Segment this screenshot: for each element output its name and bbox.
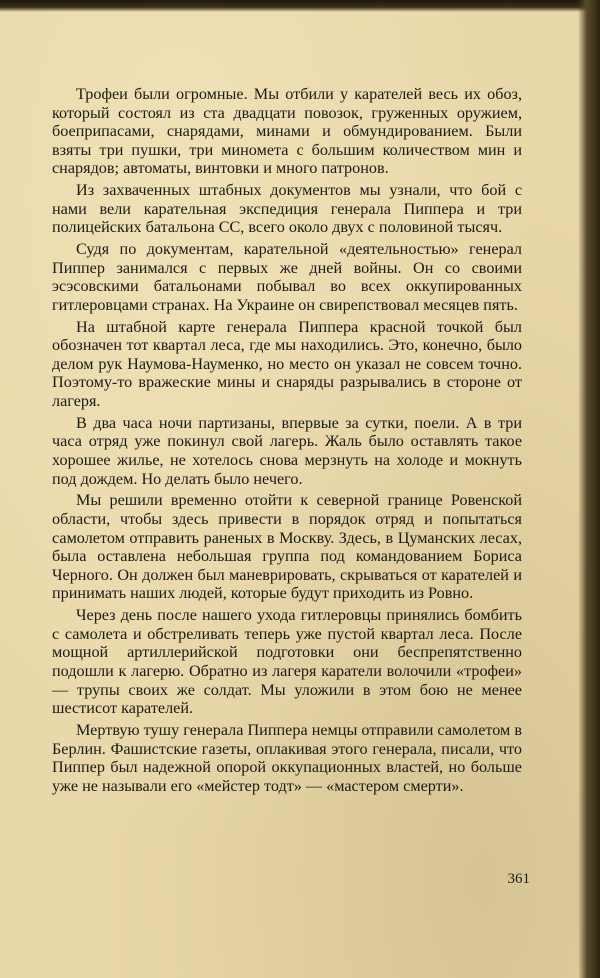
page-number: 361	[507, 871, 530, 887]
paragraph: В два часа ночи партизаны, впервые за сутки, поели. А в три часа отряд уже покинул свой лагерь. Жаль было оставлять такое хорошее жилье, не хотелось снова мерзнуть на холоде и мокнуть под дождем. Но делать было нечего.	[52, 413, 522, 488]
paragraph: На штабной карте генерала Пиппера красной точкой был обозначен тот квартал леса, где мы находились. Это, конечно, было делом рук Наумова-Науменко, но место он указал не совсем точно. Поэтому-то вражеские мины и снаряды разрывались в стороне от лагеря.	[52, 317, 522, 411]
paragraph: Мы решили временно отойти к северной границе Ровенской области, чтобы здесь привести в порядок отряд и попытаться самолетом отправить раненых в Москву. Здесь, в Цуманских лесах, была оставлена небольшая группа под командованием Бориса Черного. Он должен был маневрировать, скрываться от карателей и принимать наших людей, которые будут приходить из Ровно.	[52, 491, 522, 603]
paragraph: Судя по документам, карательной «деятельностью» генерал Пиппер занимался с первых же дней войны. Он со своими эсэсовскими батальонами побывал во всех оккупированных гитлеровцами странах. На Украине он свирепствовал месяцев пять.	[52, 240, 522, 314]
page-body	[52, 85, 522, 798]
page-right-edge	[578, 0, 600, 978]
paragraph: Из захваченных штабных документов мы узнали, что бой с нами вели карательная экспедиция генерала Пиппера и три полицейских батальона СС, всего около двух с половиной тысяч.	[52, 181, 522, 237]
page-top-shadow	[0, 0, 600, 12]
paragraph: Через день после нашего ухода гитлеровцы принялись бомбить с самолета и обстреливать теперь уже пустой квартал леса. После мощной артиллерийской подготовки они беспрепятственно подошли к лагерю. Обратно из лагеря каратели волочили «трофеи» — трупы своих же солдат. Мы уложили в этом бою не менее шестисот карателей.	[52, 606, 522, 718]
paragraph: Трофеи были огромные. Мы отбили у карателей весь их обоз, который состоял из ста двадцати повозок, груженных оружием, боеприпасами, снарядами, минами и обмундированием. Были взяты три пушки, три миномета с большим количеством мин и снарядов; автоматы, винтовки и много патронов.	[52, 85, 522, 178]
paragraph: Мертвую тушу генерала Пиппера немцы отправили самолетом в Берлин. Фашистские газеты, оплакивая этого генерала, писали, что Пиппер был надежной опорой оккупационных властей, но больше уже не называли его «мейстер тодт» — «мастером смерти».	[52, 720, 522, 795]
